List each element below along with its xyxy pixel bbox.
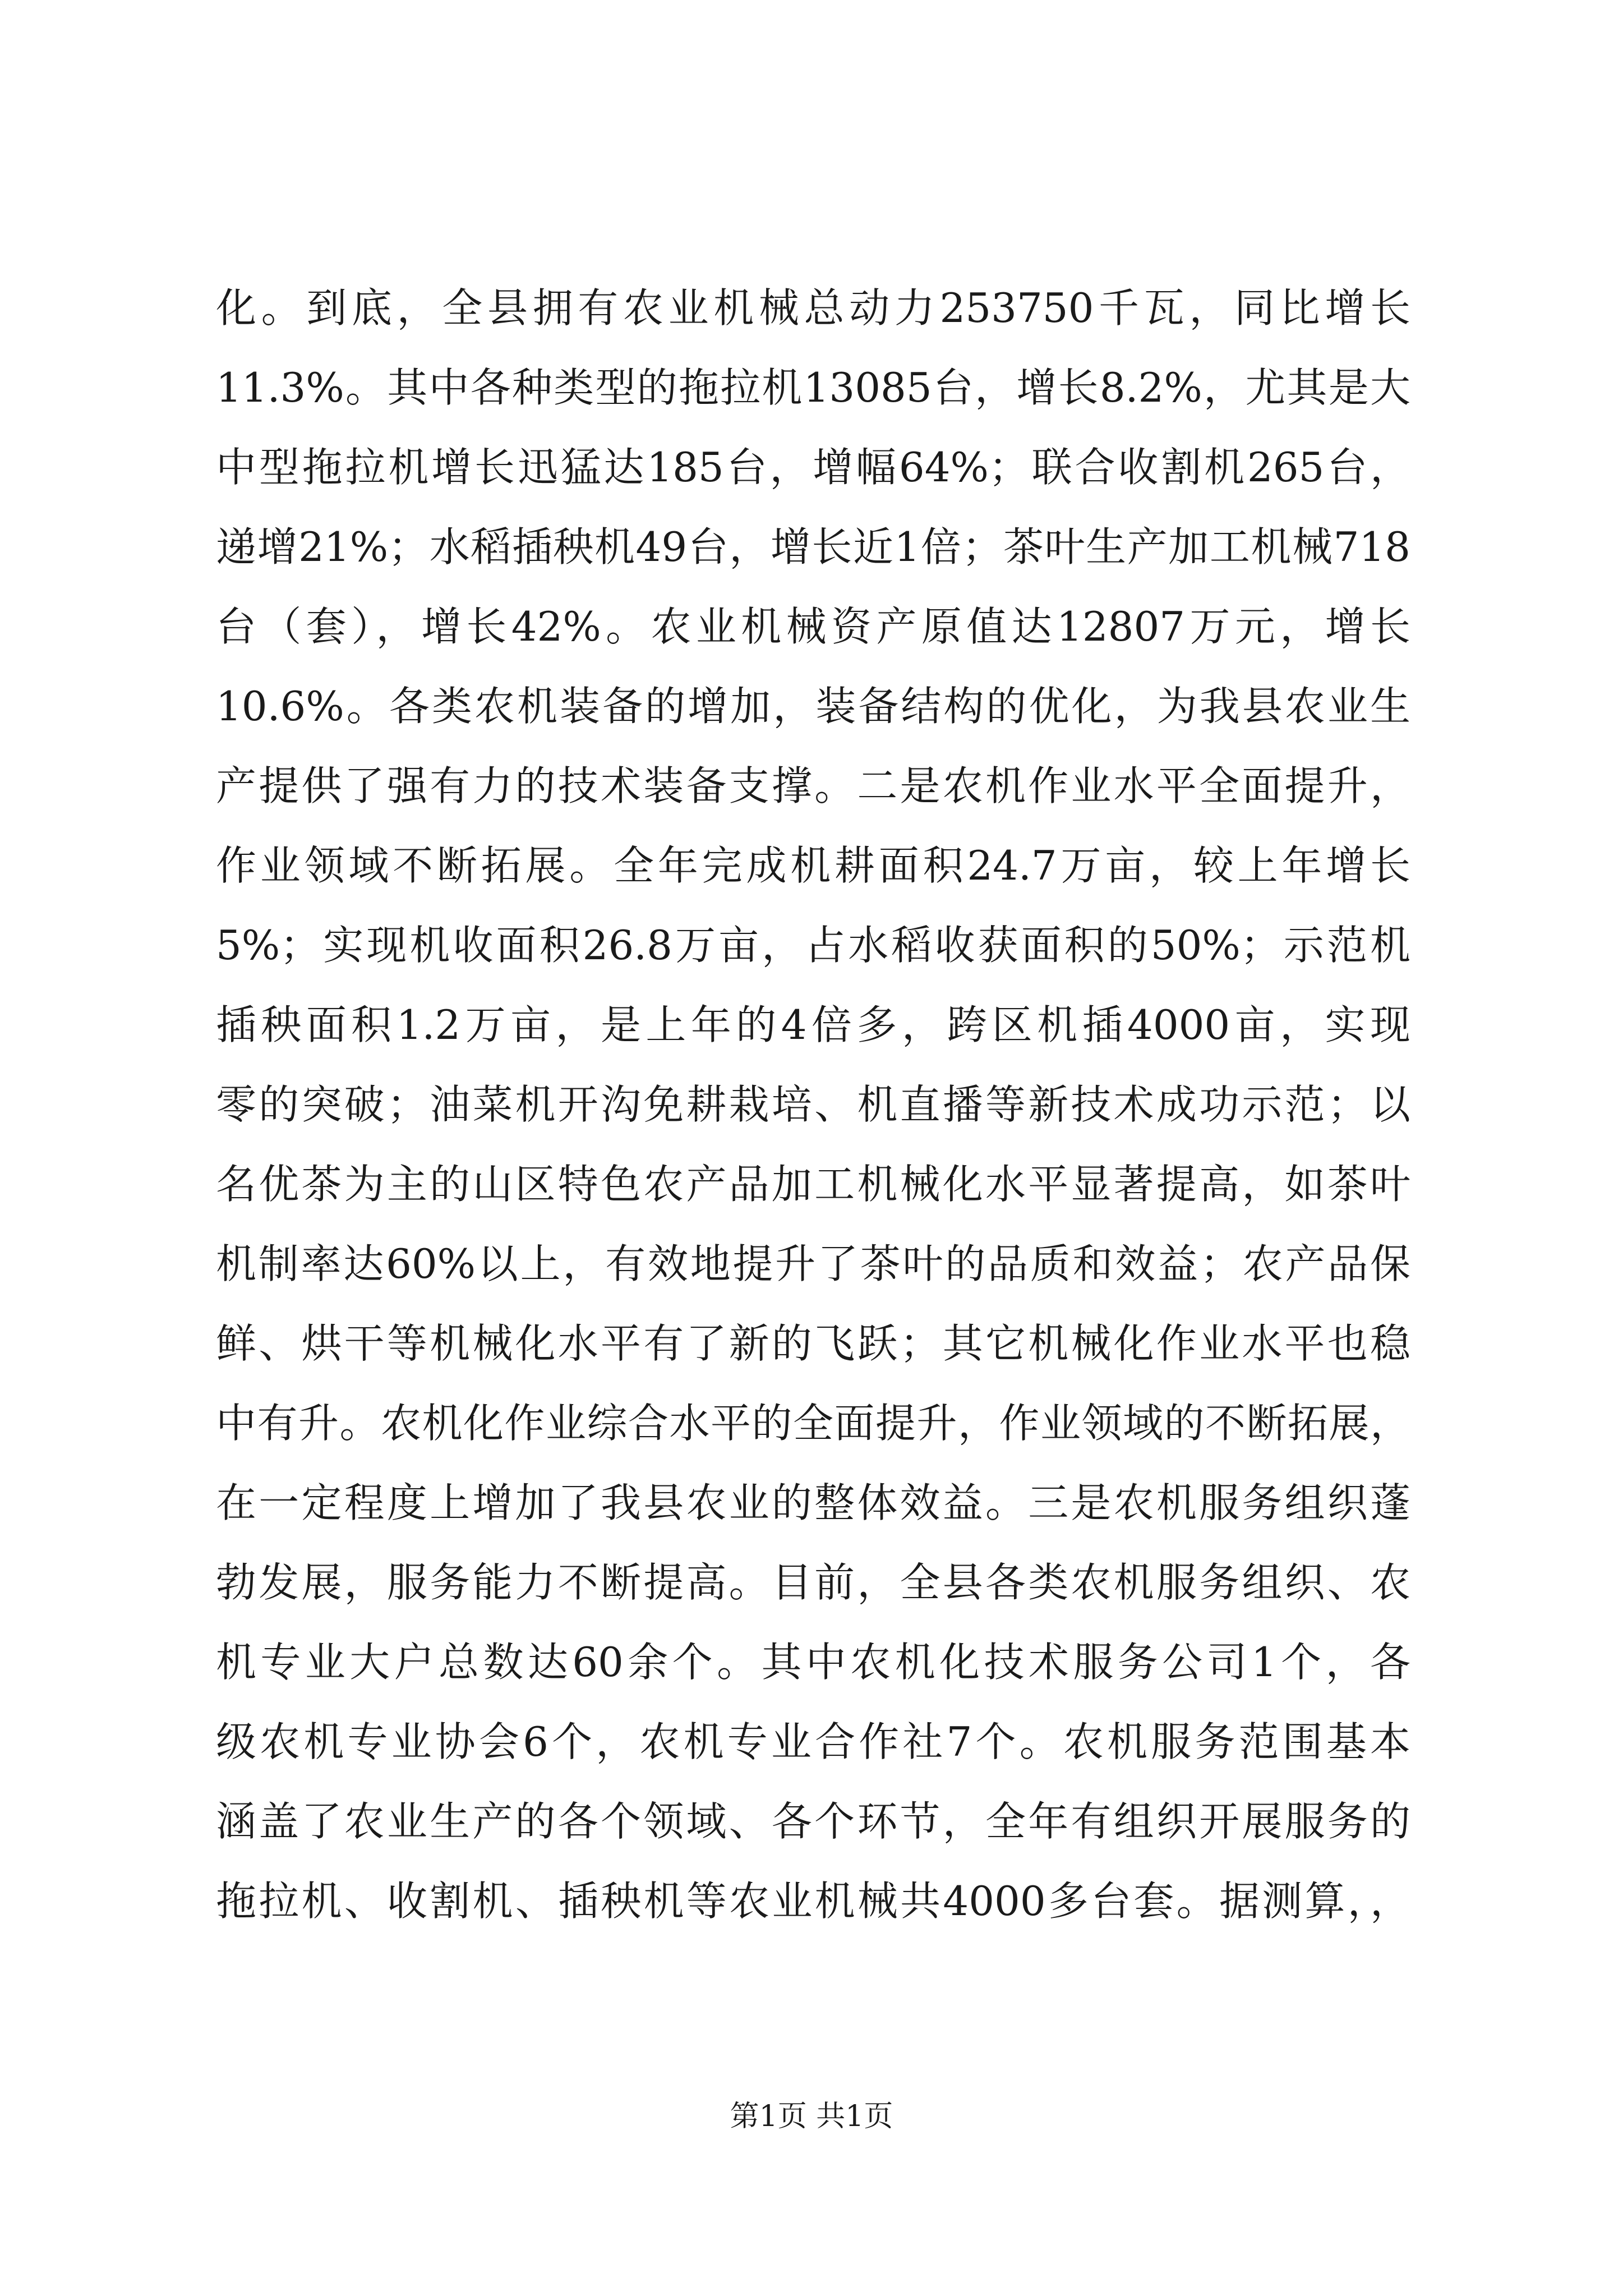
text-line: 插秧面积1.2万亩，是上年的4倍多，跨区机插4000亩，实现 [216, 1001, 1410, 1048]
page-footer [0, 2097, 1623, 2136]
body-text [216, 268, 1410, 1941]
text-line: 涵盖了农业生产的各个领域、各个环节，全年有组织开展服务的 [216, 1798, 1410, 1845]
text-line: 11.3%。其中各种类型的拖拉机13085台，增长8.2%，尤其是大 [216, 364, 1410, 411]
text-line: 勃发展，服务能力不断提高。目前，全县各类农机服务组织、农 [216, 1559, 1410, 1606]
text-line: 机制率达60%以上，有效地提升了茶叶的品质和效益；农产品保 [216, 1240, 1410, 1287]
text-line: 台（套），增长42%。农业机械资产原值达12807万元，增长 [216, 603, 1410, 650]
text-line: 中有升。农机化作业综合水平的全面提升，作业领域的不断拓展， [216, 1400, 1410, 1447]
text-line: 鲜、烘干等机械化水平有了新的飞跃；其它机械化作业水平也稳 [216, 1320, 1410, 1367]
text-line: 在一定程度上增加了我县农业的整体效益。三是农机服务组织蓬 [216, 1479, 1410, 1526]
text-line: 10.6%。各类农机装备的增加，装备结构的优化，为我县农业生 [216, 683, 1410, 730]
text-line: 产提供了强有力的技术装备支撑。二是农机作业水平全面提升， [216, 762, 1410, 809]
page-number-label: 第1页 共1页 [730, 2100, 893, 2133]
text-line: 中型拖拉机增长迅猛达185台，增幅64%；联合收割机265台， [216, 444, 1410, 491]
text-line: 名优茶为主的山区特色农产品加工机械化水平显著提高，如茶叶 [216, 1161, 1410, 1208]
text-line: 作业领域不断拓展。全年完成机耕面积24.7万亩，较上年增长 [216, 842, 1410, 889]
text-line: 零的突破；油菜机开沟免耕栽培、机直播等新技术成功示范；以 [216, 1081, 1410, 1128]
text-line: 拖拉机、收割机、插秧机等农业机械共4000多台套。据测算，， [216, 1878, 1410, 1925]
text-line: 5%；实现机收面积26.8万亩，占水稻收获面积的50%；示范机 [216, 922, 1410, 969]
text-line: 递增21%；水稻插秧机49台，增长近1倍；茶叶生产加工机械718 [216, 523, 1410, 570]
text-line: 机专业大户总数达60余个。其中农机化技术服务公司1个，各 [216, 1639, 1410, 1686]
text-line: 级农机专业协会6个，农机专业合作社7个。农机服务范围基本 [216, 1718, 1410, 1765]
text-line: 化。到底，全县拥有农业机械总动力253750千瓦，同比增长 [216, 284, 1410, 332]
